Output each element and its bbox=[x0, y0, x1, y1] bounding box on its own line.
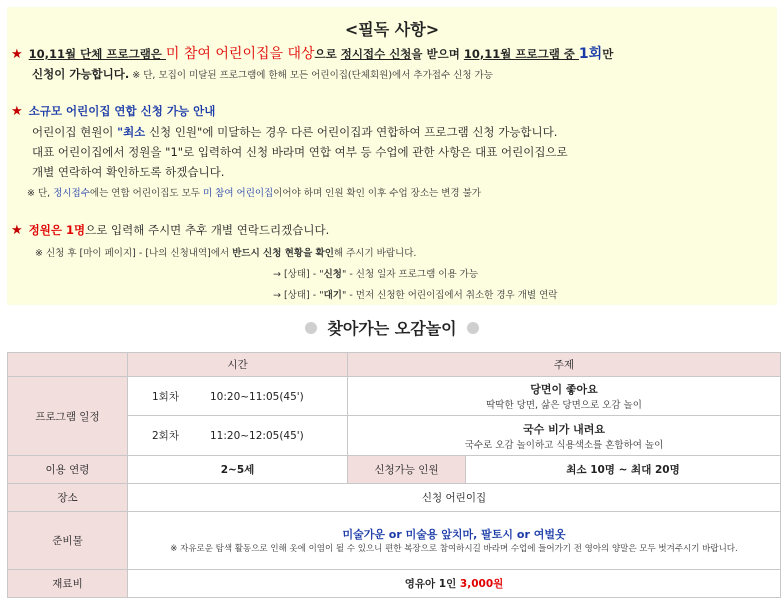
fee-label: 영유아 1인 bbox=[404, 578, 460, 590]
star-icon: ★ bbox=[11, 223, 23, 238]
bullet-dot-icon bbox=[305, 322, 317, 334]
notice-item-3-line-1: ★ 정원은 1명으로 입력해 주시면 추후 개별 연락드리겠습니다. bbox=[11, 223, 330, 238]
notice-item-2-title: ★ 소규모 어린이집 연합 신청 가능 안내 bbox=[11, 104, 216, 119]
supplies-cell bbox=[128, 512, 781, 570]
notice-item-3-line-2: ※ 신청 후 [마이 페이지] - [나의 신청내역]에서 반드시 신청 현황을 확인해 주시기 바랍니다. bbox=[35, 248, 417, 259]
row-label-supplies: 준비물 bbox=[8, 512, 128, 570]
notice-title: <필독 사항> bbox=[344, 20, 440, 39]
session-topic: 국수 비가 내려요 bbox=[522, 422, 606, 436]
notice-item-2-line-4: ※ 단, 정시접수에는 연합 어린이집도 모두 미 참여 어린이집이어야 하며 인원 확인 이후 수업 장소는 변경 불가 bbox=[27, 188, 481, 199]
session-desc: 국수로 오감 놀이하고 식용색소를 혼합하여 놀이 bbox=[464, 439, 664, 451]
row-label-schedule: 프로그램 일정 bbox=[8, 377, 128, 456]
table-corner bbox=[8, 353, 128, 377]
table-row bbox=[8, 484, 781, 512]
notice-item-2-line-1: 어린이집 현원이 "최소 신청 인원"에 미달하는 경우 다른 어린이집과 연합하여 프로그램 신청 가능합니다. bbox=[32, 125, 558, 139]
session-topic-cell bbox=[348, 377, 781, 416]
session-time-cell bbox=[128, 416, 348, 456]
supplies-note: ※ 자유로운 탐색 활동으로 인해 옷에 이염이 될 수 있으니 편한 복장으로 참여하시길 바라며 수업에 들어가기 전 영아의 양말은 모두 벗겨주시기 바랍니다. bbox=[170, 543, 738, 554]
session-desc: 딱딱한 당면, 삶은 당면으로 오감 놀이 bbox=[486, 400, 642, 411]
age-value: 2~5세 bbox=[128, 456, 348, 484]
star-icon: ★ bbox=[11, 47, 23, 62]
supplies-value: 미술가운 or 미술용 앞치마, 팔토시 or 여벌옷 bbox=[342, 527, 566, 541]
row-label-place: 장소 bbox=[8, 484, 128, 512]
fee-amount: 3,000원 bbox=[459, 578, 504, 590]
row-label-fee: 재료비 bbox=[8, 570, 128, 598]
header-time: 시간 bbox=[128, 353, 348, 377]
session-topic: 당면이 좋아요 bbox=[530, 383, 598, 396]
header-topic: 주제 bbox=[348, 353, 781, 377]
notice-item-1-line-1: ★ 10,11월 단체 프로그램은 미 참여 어린이집을 대상으로 정시접수 신청을 받으며 10,11월 프로그램 중 1회만 bbox=[11, 46, 614, 62]
session-time: 10:20~11:05(45') bbox=[210, 390, 304, 403]
table-row bbox=[8, 377, 781, 416]
row-label-capacity: 신청가능 인원 bbox=[348, 456, 466, 484]
table-row bbox=[8, 570, 781, 598]
fee-cell bbox=[128, 570, 781, 598]
notice-item-3-line-3: → [상태] - "신청" - 신청 일자 프로그램 이용 가능 bbox=[273, 269, 478, 280]
notice-item-2-line-2: 대표 어린이집에서 정원을 "1"로 입력하여 신청 바라며 연합 여부 등 수업에 관한 사항은 대표 어린이집으로 bbox=[32, 145, 568, 159]
session-time: 11:20~12:05(45') bbox=[210, 430, 304, 442]
program-table bbox=[7, 352, 781, 598]
table-row bbox=[8, 512, 781, 570]
table-header-row bbox=[8, 353, 781, 377]
star-icon: ★ bbox=[11, 104, 23, 119]
notice-item-2-line-3: 개별 연락하여 확인하도록 하겠습니다. bbox=[32, 165, 225, 179]
session-number: 2회차 bbox=[152, 430, 179, 442]
notice-box bbox=[7, 7, 777, 305]
bullet-dot-icon bbox=[467, 322, 479, 334]
session-topic-cell bbox=[348, 416, 781, 456]
capacity-value: 최소 10명 ~ 최대 20명 bbox=[466, 456, 781, 484]
row-label-age: 이용 연령 bbox=[8, 456, 128, 484]
notice-item-1-line-2: 신청이 가능합니다. ※ 단, 모집이 미달된 프로그램에 한해 모든 어린이집(단체회원)에서 추가접수 신청 가능 bbox=[32, 67, 493, 81]
session-number: 1회차 bbox=[152, 390, 179, 403]
notice-item-3-line-4: → [상태] - "대기" - 먼저 신청한 어린이집에서 취소한 경우 개별 연락 bbox=[273, 290, 558, 301]
session-time-cell bbox=[128, 377, 348, 416]
section-title: 찾아가는 오감놀이 bbox=[0, 316, 784, 339]
place-value: 신청 어린이집 bbox=[128, 484, 781, 512]
table-row bbox=[8, 456, 781, 484]
